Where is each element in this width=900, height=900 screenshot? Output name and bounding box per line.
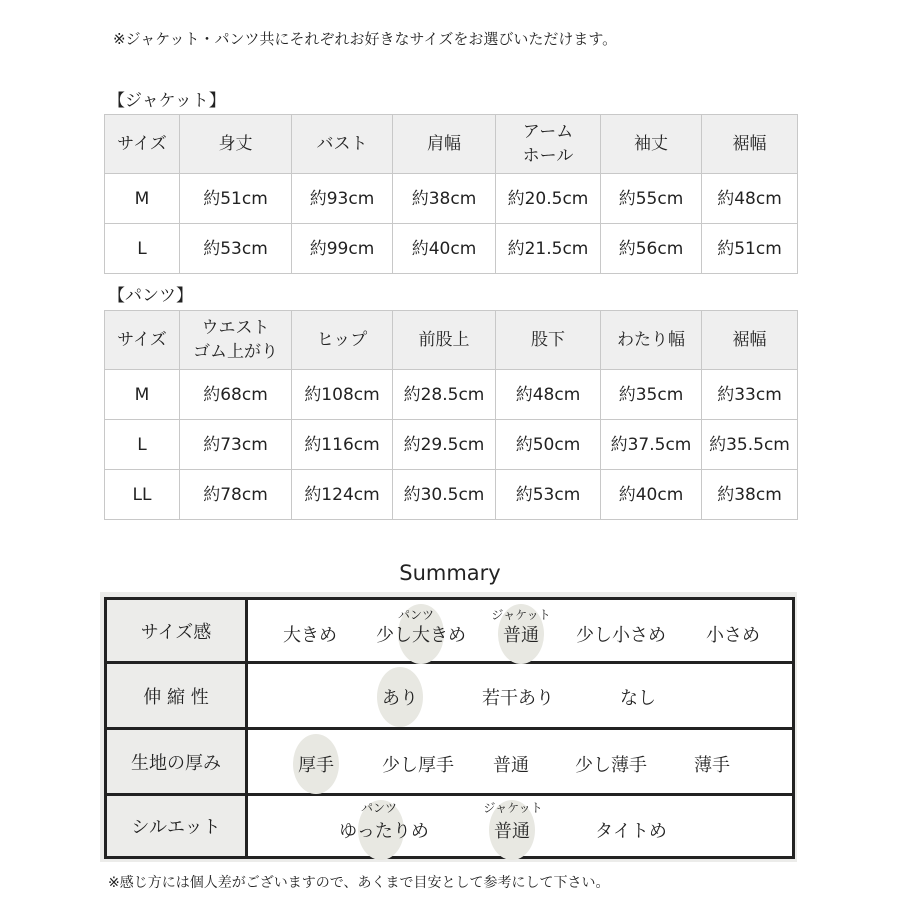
option: 小さめ [706,625,760,646]
summary-row-size-feel [107,600,792,664]
measurement-cell: 約51cm [702,224,798,274]
jacket-tag: ジャケット [491,608,551,622]
measurement-cell: 約28.5cm [393,370,496,420]
jacket-title: 【ジャケット】 [108,91,226,111]
bottom-note: ※感じ方には個人差がございますので、あくまで目安として参考にして下さい。 [108,875,610,891]
column-header: 前股上 [393,311,496,370]
option: 少し大きめ [376,625,466,646]
measurement-cell: 約21.5cm [496,224,601,274]
size-cell: M [105,174,180,224]
measurement-cell: 約53cm [180,224,292,274]
column-header: 肩幅 [393,115,496,174]
size-cell: M [105,370,180,420]
measurement-cell: 約124cm [292,470,393,520]
measurement-cell: 約108cm [292,370,393,420]
option: なし [620,688,656,709]
column-header: ヒップ [292,311,393,370]
measurement-cell: 約35.5cm [702,420,798,470]
column-header: 袖丈 [601,115,702,174]
header-row [105,115,798,174]
measurement-cell: 約33cm [702,370,798,420]
measurement-cell: 約38cm [393,174,496,224]
measurement-cell: 約48cm [496,370,601,420]
measurement-cell: 約55cm [601,174,702,224]
measurement-cell: 約53cm [496,470,601,520]
option: タイトめ [595,821,667,842]
summary-table [104,597,795,859]
option: 若干あり [482,688,554,709]
measurement-cell: 約37.5cm [601,420,702,470]
measurement-cell: 約68cm [180,370,292,420]
measurement-cell: 約30.5cm [393,470,496,520]
measurement-cell: 約116cm [292,420,393,470]
measurement-cell: 約20.5cm [496,174,601,224]
summary-label: 伸 縮 性 [107,664,248,727]
summary-row-thickness [107,730,792,796]
measurement-cell: 約93cm [292,174,393,224]
option: 厚手 [298,755,334,776]
table-row [105,174,798,224]
measurement-cell: 約51cm [180,174,292,224]
measurement-cell: 約50cm [496,420,601,470]
table-row [105,224,798,274]
measurement-cell: 約35cm [601,370,702,420]
pants-tag: パンツ [360,801,398,815]
option: 少し厚手 [382,755,454,776]
summary-row-stretch [107,664,792,730]
option: 薄手 [694,755,730,776]
option: あり [382,688,418,709]
measurement-cell: 約56cm [601,224,702,274]
option: 少し小さめ [576,625,666,646]
option: 少し薄手 [575,755,647,776]
pants-title: 【パンツ】 [108,286,193,306]
size-cell: LL [105,470,180,520]
size-cell: L [105,420,180,470]
summary-label: サイズ感 [107,600,248,661]
table-row [105,370,798,420]
pants-size-table [104,310,798,520]
table-row [105,420,798,470]
column-header: 裾幅 [702,311,798,370]
measurement-cell: 約40cm [601,470,702,520]
column-header: バスト [292,115,393,174]
pants-tag: パンツ [397,608,435,622]
measurement-cell: 約48cm [702,174,798,224]
column-header: 身丈 [180,115,292,174]
table-row [105,470,798,520]
size-cell: L [105,224,180,274]
summary-label: シルエット [107,796,248,856]
measurement-cell: 約73cm [180,420,292,470]
option: 普通 [494,821,530,842]
option: 普通 [493,755,529,776]
measurement-cell: 約29.5cm [393,420,496,470]
summary-title: Summary [399,561,501,585]
summary-row-silhouette [107,796,792,856]
option: 大きめ [283,625,337,646]
summary-label: 生地の厚み [107,730,248,793]
column-header: アーム ホール [496,115,601,174]
top-note: ※ジャケット・パンツ共にそれぞれお好きなサイズをお選びいただけます。 [113,30,618,48]
column-header: ウエスト ゴム上がり [180,311,292,370]
measurement-cell: 約40cm [393,224,496,274]
column-header: 股下 [496,311,601,370]
measurement-cell: 約38cm [702,470,798,520]
column-header: 裾幅 [702,115,798,174]
option: ゆったりめ [339,821,429,842]
measurement-cell: 約78cm [180,470,292,520]
jacket-tag: ジャケット [483,801,543,815]
column-header: サイズ [105,115,180,174]
column-header: わたり幅 [601,311,702,370]
header-row [105,311,798,370]
jacket-size-table [104,114,798,274]
measurement-cell: 約99cm [292,224,393,274]
column-header: サイズ [105,311,180,370]
option: 普通 [503,625,539,646]
